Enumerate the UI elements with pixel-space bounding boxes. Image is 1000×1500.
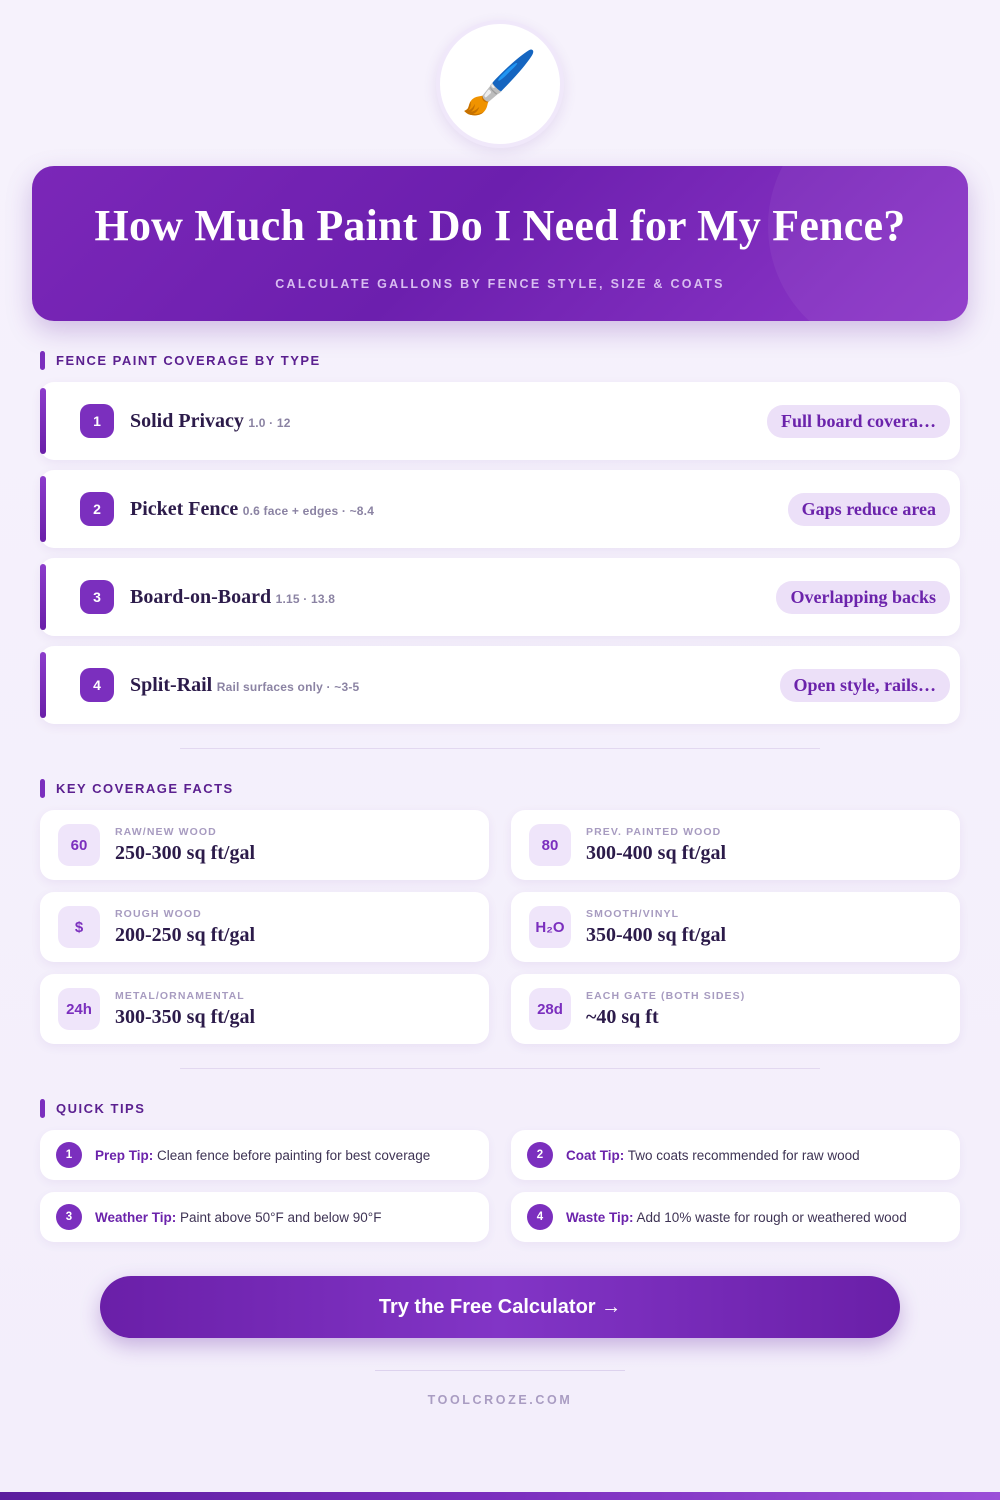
footer-divider <box>375 1370 625 1371</box>
fact-card <box>40 810 489 880</box>
tip-label: Prep Tip: <box>95 1147 154 1163</box>
page-title: How Much Paint Do I Need for My Fence? <box>94 201 906 250</box>
fence-type-pill: Overlapping backs <box>776 581 950 614</box>
tip-body: Paint above 50°F and below 90°F <box>180 1209 382 1225</box>
row-number-badge: 2 <box>80 492 114 526</box>
tip-text <box>566 1148 860 1163</box>
divider <box>180 748 820 749</box>
row-accent <box>40 564 46 630</box>
fact-label: METAL/ORNAMENTAL <box>115 989 245 1002</box>
tip-body: Two coats recommended for raw wood <box>627 1147 860 1163</box>
tip-label: Weather Tip: <box>95 1209 177 1225</box>
tips-section-title: QUICK TIPS <box>56 1101 146 1117</box>
list-item <box>511 1130 960 1180</box>
types-section-header <box>40 351 1000 370</box>
divider <box>180 1068 820 1069</box>
fence-type-meta: 1.0 · 12 <box>248 416 291 431</box>
fact-chip: 28d <box>529 988 571 1030</box>
fact-chip: 80 <box>529 824 571 866</box>
tips-section-header <box>40 1099 1000 1118</box>
fact-label: EACH GATE (BOTH SIDES) <box>586 989 746 1002</box>
fence-type-name: Solid Privacy <box>130 410 244 433</box>
key-facts-grid <box>40 810 960 1044</box>
fact-chip: 24h <box>58 988 100 1030</box>
fence-type-name: Board-on-Board <box>130 586 272 609</box>
tip-number: 4 <box>527 1204 553 1230</box>
fact-card <box>40 974 489 1044</box>
row-number-badge: 4 <box>80 668 114 702</box>
section-accent-bar <box>40 779 45 798</box>
fact-value: 300-400 sq ft/gal <box>586 841 726 864</box>
types-section-title: FENCE PAINT COVERAGE BY TYPE <box>56 353 321 369</box>
facts-section-title: KEY COVERAGE FACTS <box>56 781 234 797</box>
fact-chip: 60 <box>58 824 100 866</box>
page-subtitle: CALCULATE GALLONS BY FENCE STYLE, SIZE & COATS <box>275 277 725 292</box>
fence-type-pill: Open style, rails… <box>780 669 951 702</box>
fact-value: 250-300 sq ft/gal <box>115 841 255 864</box>
table-row[interactable] <box>40 382 960 460</box>
fact-label: ROUGH WOOD <box>115 907 202 920</box>
row-number-badge: 3 <box>80 580 114 614</box>
tip-text <box>95 1148 430 1163</box>
logo-badge <box>436 20 564 148</box>
table-row[interactable] <box>40 646 960 724</box>
quick-tips-grid <box>40 1130 960 1242</box>
site-footer: TOOLCROZE.COM <box>427 1393 573 1408</box>
list-item <box>511 1192 960 1242</box>
fact-card <box>511 974 960 1044</box>
list-item <box>40 1130 489 1180</box>
section-accent-bar <box>40 351 45 370</box>
tip-text <box>566 1210 907 1225</box>
fact-chip: $ <box>58 906 100 948</box>
fence-type-name: Split-Rail <box>130 674 213 697</box>
row-accent <box>40 476 46 542</box>
fact-card <box>511 892 960 962</box>
paint-sprayer-fence-icon: 🖌️ <box>461 49 539 118</box>
tip-label: Coat Tip: <box>566 1147 625 1163</box>
fact-card <box>511 810 960 880</box>
fence-type-name: Picket Fence <box>130 498 239 521</box>
row-number-badge: 1 <box>80 404 114 438</box>
table-row[interactable] <box>40 470 960 548</box>
tip-body: Clean fence before painting for best coverage <box>157 1147 431 1163</box>
tip-body: Add 10% waste for rough or weathered wood <box>636 1209 907 1225</box>
fence-type-meta: 0.6 face + edges · ~8.4 <box>242 504 375 519</box>
bottom-accent-bar <box>0 1492 1000 1500</box>
fact-label: PREV. PAINTED WOOD <box>586 825 722 838</box>
fact-value: 300-350 sq ft/gal <box>115 1005 255 1028</box>
fence-type-pill: Full board covera… <box>767 405 950 438</box>
tip-label: Waste Tip: <box>566 1209 634 1225</box>
fence-type-meta: Rail surfaces only · ~3-5 <box>216 680 360 695</box>
fence-type-pill: Gaps reduce area <box>788 493 950 526</box>
fact-label: RAW/NEW WOOD <box>115 825 217 838</box>
fact-value: 350-400 sq ft/gal <box>586 923 726 946</box>
cta-container <box>0 1276 1000 1338</box>
fact-chip: H₂O <box>529 906 571 948</box>
tip-number: 2 <box>527 1142 553 1168</box>
tip-number: 3 <box>56 1204 82 1230</box>
hero-banner <box>32 166 968 321</box>
fence-type-list <box>40 382 960 724</box>
fact-card <box>40 892 489 962</box>
tip-text <box>95 1210 381 1225</box>
row-accent <box>40 388 46 454</box>
fact-value: ~40 sq ft <box>586 1005 659 1028</box>
table-row[interactable] <box>40 558 960 636</box>
try-calculator-button[interactable]: Try the Free Calculator → <box>100 1276 900 1338</box>
fence-type-meta: 1.15 · 13.8 <box>275 592 336 607</box>
list-item <box>40 1192 489 1242</box>
facts-section-header <box>40 779 1000 798</box>
fact-value: 200-250 sq ft/gal <box>115 923 255 946</box>
tip-number: 1 <box>56 1142 82 1168</box>
fact-label: SMOOTH/VINYL <box>586 907 680 920</box>
row-accent <box>40 652 46 718</box>
section-accent-bar <box>40 1099 45 1118</box>
